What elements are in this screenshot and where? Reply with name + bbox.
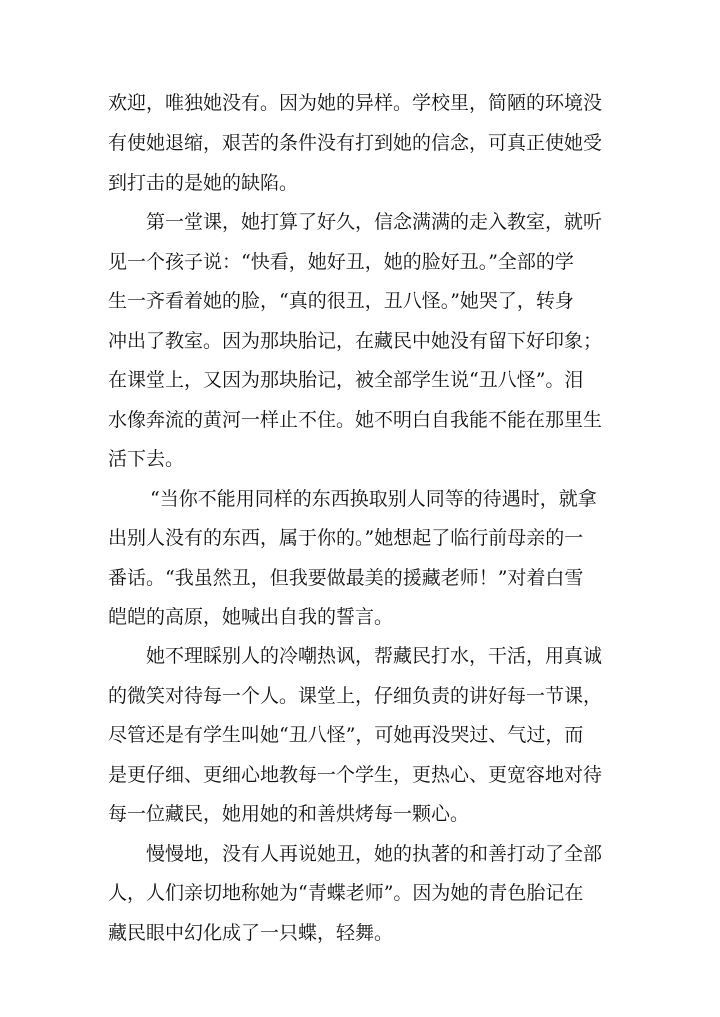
- text-line: 皑皑的高原，她喊出自我的誓言。: [108, 606, 394, 628]
- text-line: 见一个孩子说：“快看，她好丑，她的脸好丑。”全部的学: [108, 251, 574, 273]
- text-line: 在课堂上，又因为那块胎记，被全部学生说“丑八怪”。泪: [108, 369, 584, 391]
- text-line: 到打击的是她的缺陷。: [108, 172, 299, 194]
- text-line: 人，人们亲切地称她为“青蝶老师”。因为她的青色胎记在: [108, 882, 584, 904]
- text-line: 的微笑对待每一个人。课堂上，仔细负责的讲好每一节课，: [108, 685, 603, 707]
- text-line: 慢慢地，没有人再说她丑，她的执著的和善打动了全部: [146, 843, 603, 865]
- text-line: 藏民眼中幻化成了一只蝶，轻舞。: [108, 922, 394, 944]
- text-line: 每一位藏民，她用她的和善烘烤每一颗心。: [108, 803, 470, 825]
- text-line: 有使她退缩，艰苦的条件没有打到她的信念，可真正使她受: [108, 132, 603, 154]
- text-line: 尽管还是有学生叫她“丑八怪”，可她再没哭过、气过，而: [108, 724, 584, 746]
- text-line: 活下去。: [108, 448, 185, 470]
- text-line: 水像奔流的黄河一样止不住。她不明白自我能不能在那里生: [108, 409, 603, 431]
- text-line: 冲出了教室。因为那块胎记，在藏民中她没有留下好印象；: [108, 330, 603, 352]
- text-line: “当你不能用同样的东西换取别人同等的待遇时，就拿: [150, 488, 597, 510]
- text-line: 番话。“我虽然丑，但我要做最美的援藏老师！”对着白雪: [108, 567, 584, 589]
- text-line: 出别人没有的东西，属于你的。”她想起了临行前母亲的一: [108, 527, 584, 549]
- text-line: 是更仔细、更细心地教每一个学生，更热心、更宽容地对待: [108, 764, 603, 786]
- text-line: 生一齐看着她的脸，“真的很丑，丑八怪。”她哭了，转身: [108, 290, 574, 312]
- text-line: 欢迎，唯独她没有。因为她的异样。学校里，简陋的环境没: [108, 92, 603, 114]
- text-line: 她不理睬别人的冷嘲热讽，帮藏民打水，干活，用真诚: [146, 645, 603, 667]
- text-line: 第一堂课，她打算了好久，信念满满的走入教室，就听: [146, 211, 603, 233]
